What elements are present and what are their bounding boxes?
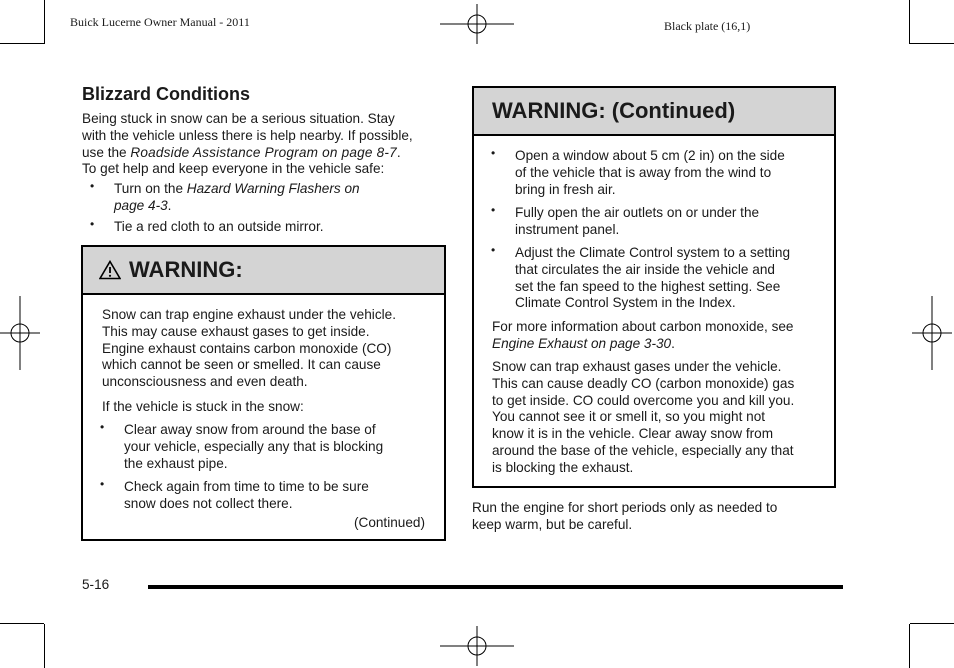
cross-reference-link[interactable]: Hazard Warning Flashers on [186,181,360,196]
running-header-title: Buick Lucerne Owner Manual - 2011 [70,15,250,29]
page-number: 5-16 [82,577,110,592]
list-item: • Check again from time to time to be sure snow does not collect there. [100,477,369,511]
warning-box-continued [472,86,836,488]
warning-paragraph: Snow can trap exhaust gases under the vehicle. This can cause deadly CO (carbon monoxide) gas to get inside. CO could overcome you and kill you. You cannot see it or smell it, so you might not know it is in the vehicle. Clear away snow from around the base of the vehicle, especially any that is blocking the exhaust. [492,359,795,475]
warning-header [83,247,444,295]
warning-title: WARNING: [129,257,243,282]
bullet-icon: • [491,146,496,160]
list-item: • Tie a red cloth to an outside mirror. [90,217,324,234]
registration-mark-top [440,4,514,44]
warning-paragraph: If the vehicle is stuck in the snow: [102,399,304,414]
registration-mark-bottom [440,626,514,666]
footer-rule [148,585,843,589]
section-heading: Blizzard Conditions [82,84,250,104]
bullet-icon: • [491,243,496,257]
registration-mark-left [0,296,40,370]
intro-paragraph: Being stuck in snow can be a serious situation. Stay with the vehicle unless there is help nearby. If possible, use the Roadside Assistance Program on page 8-7. To get help and keep everyone in the vehicle safe: [82,111,413,177]
warning-triangle-icon [99,260,121,280]
warning-header [474,88,834,136]
list-item: • Clear away snow from around the base of your vehicle, especially any that is blocking the exhaust pipe. [100,420,384,471]
warning-title: WARNING: (Continued) [492,98,736,123]
list-item: • Open a window about 5 cm (2 in) on the side of the vehicle that is away from the wind to bring in fresh air. [491,146,785,197]
cross-reference-link[interactable]: page 4-3 [114,197,168,213]
bullet-icon: • [90,179,95,193]
continued-label: (Continued) [353,515,425,530]
cross-reference-link[interactable]: Engine Exhaust on page 3-30 [492,335,672,351]
bullet-icon: • [90,217,95,231]
list-item: • Adjust the Climate Control system to a setting that circulates the air inside the vehicle and set the fan speed to the highest setting. See Climate Control System in the Index. [491,243,791,311]
bullet-icon: • [491,203,496,217]
cross-reference-link[interactable]: Roadside Assistance Program on page 8-7 [130,144,397,160]
warning-paragraph: For more information about carbon monoxide, see Engine Exhaust on page 3-30. [492,319,794,351]
registration-mark-right [912,296,952,370]
closing-paragraph: Run the engine for short periods only as needed to keep warm, but be careful. [472,500,778,532]
bullet-icon: • [100,477,105,491]
warning-box [81,245,446,541]
running-header-plate: Black plate (16,1) [664,19,751,33]
list-item: • Fully open the air outlets on or under the instrument panel. [491,203,760,237]
warning-paragraph: Snow can trap engine exhaust under the vehicle. This may cause exhaust gases to get inside. Engine exhaust contains carbon monoxide (CO) which cannot be seen or smelled. It can cause unconsciousness and even death. [102,307,396,390]
bullet-icon: • [100,420,105,434]
list-item: • Turn on the Hazard Warning Flashers on page 4-3. [90,179,360,213]
